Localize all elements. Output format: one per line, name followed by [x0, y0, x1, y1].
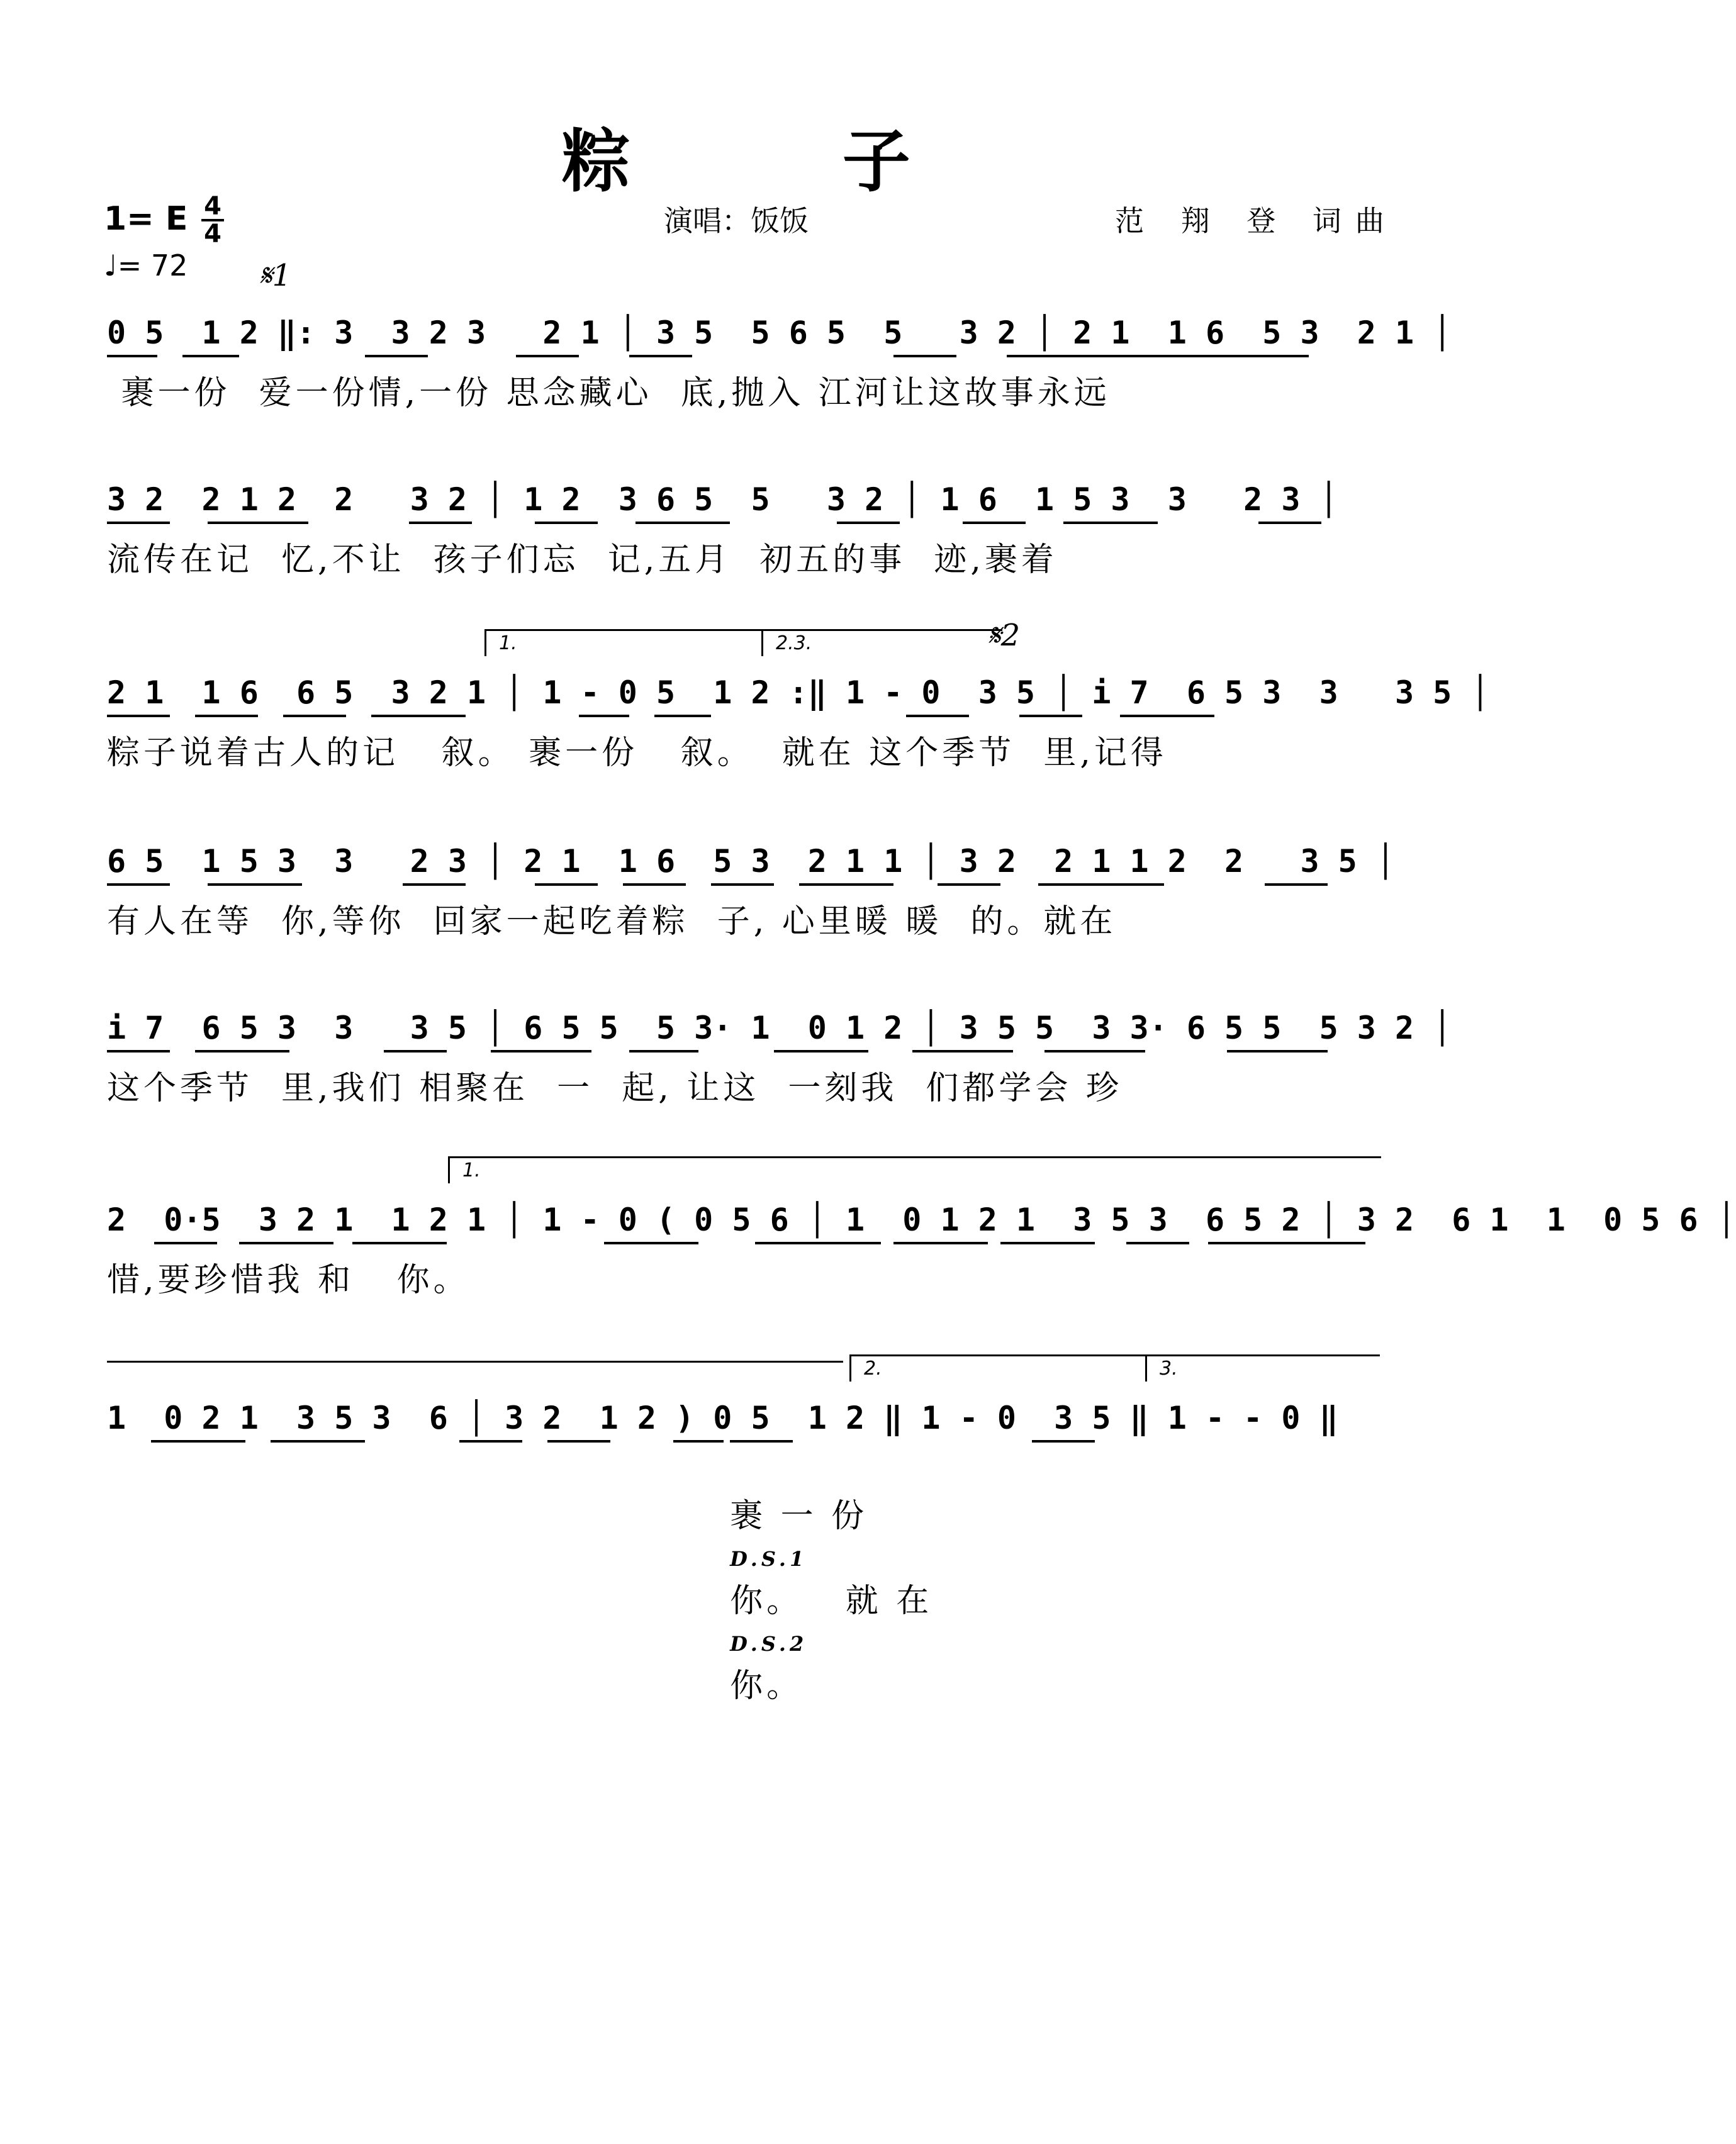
- beam: [352, 1242, 447, 1244]
- beam: [1000, 1242, 1095, 1244]
- staff-system-4: [0, 843, 1472, 1000]
- beam: [1032, 1440, 1095, 1443]
- tail-lyric-b: 你。 就 在: [730, 1582, 933, 1620]
- beam: [107, 1050, 170, 1052]
- notes-line-1: 0 5 1 2 ‖: 3 3 2 3 2 1 │ 3 5 5 6 5 5 3 2 │ 2 1 1 6 5 3 2 1 │: [107, 315, 1452, 351]
- beam: [208, 522, 308, 524]
- notes-line-3: 2 1 1 6 6 5 3 2 1 │ 1 - 0 5 1 2 :‖ 1 - 0 3 5 │ i 7 6 5 3 3 3 5 │: [107, 674, 1490, 711]
- tempo-marking: ♩= 72: [104, 248, 188, 282]
- beam: [1044, 1050, 1145, 1052]
- beam: [107, 883, 170, 886]
- beam: [365, 355, 428, 357]
- beam: [1126, 1242, 1189, 1244]
- beam: [208, 883, 302, 886]
- notes-line-7: 1 0 2 1 3 5 3 6 │ 3 2 1 2 ) 0 5 1 2 ‖ 1 - 0 3 5 ‖ 1 - - 0 ‖: [107, 1400, 1338, 1436]
- composer-credit: 范 翔 登 词曲: [1115, 204, 1398, 238]
- volta-bracket-1: 1.: [484, 629, 770, 656]
- lyrics-line-5: 这个季节 里,我们 相聚在 一 起, 让这 一刻我 们都学会 珍: [107, 1069, 1123, 1107]
- beam: [491, 1050, 591, 1052]
- beam: [283, 715, 346, 717]
- beam: [403, 883, 466, 886]
- beam: [384, 1050, 447, 1052]
- beam: [604, 1242, 698, 1244]
- lyrics-line-6: 惜,要珍惜我 和 你。: [107, 1261, 470, 1299]
- beam: [154, 1242, 217, 1244]
- staff-system-3: [0, 618, 1490, 832]
- beam: [629, 355, 692, 357]
- volta-bracket-2-3: 2.3.: [761, 629, 1002, 656]
- beam: [182, 355, 239, 357]
- volta-bracket-2b: 2.: [849, 1354, 1147, 1382]
- beam: [906, 715, 969, 717]
- beam: [107, 522, 170, 524]
- beam: [579, 715, 629, 717]
- beam: [535, 883, 598, 886]
- lyrics-line-4: 有人在等 你,等你 回家一起吃着粽 子, 心里暖 暖 的。就在: [107, 903, 1117, 941]
- lyrics-line-2: 流传在记 忆,不让 孩子们忘 记,五月 初五的事 迹,裹着: [107, 541, 1058, 579]
- title: 粽 子: [562, 122, 1005, 201]
- beam: [1038, 883, 1164, 886]
- beam: [1063, 522, 1158, 524]
- tail-lyric-c: 你。: [730, 1667, 804, 1705]
- time-signature: [200, 194, 225, 247]
- beam: [629, 1050, 698, 1052]
- volta-bracket-1b: 1.: [448, 1156, 1381, 1183]
- beam: [755, 1242, 881, 1244]
- beam: [893, 355, 956, 357]
- beam: [636, 522, 730, 524]
- beam: [912, 1050, 1013, 1052]
- beam: [535, 522, 598, 524]
- beam: [516, 355, 579, 357]
- notes-line-4: 6 5 1 5 3 3 2 3 │ 2 1 1 6 5 3 2 1 1 │ 3 2 2 1 1 2 2 3 5 │: [107, 843, 1395, 879]
- ds2-marking: D.S.2: [730, 1632, 808, 1656]
- beam: [195, 715, 258, 717]
- beam: [371, 715, 466, 717]
- beam: [711, 883, 774, 886]
- beam: [654, 715, 711, 717]
- beam: [938, 883, 1000, 886]
- beam: [1227, 1050, 1328, 1052]
- beam: [1271, 1242, 1365, 1244]
- segno-2-sign: 𝄋2: [988, 618, 1021, 653]
- beam: [963, 522, 1026, 524]
- staff-system-2: [0, 481, 1472, 639]
- tail-lyric-a: 裹 一 份: [730, 1497, 868, 1535]
- beam: [1258, 522, 1321, 524]
- beam: [409, 522, 472, 524]
- key-signature: 1= E: [104, 200, 188, 238]
- beam: [271, 1440, 365, 1443]
- beam: [151, 1440, 245, 1443]
- beam: [1208, 1242, 1271, 1244]
- beam: [1007, 355, 1309, 357]
- beam: [774, 1050, 868, 1052]
- staff-system-5: [0, 1010, 1472, 1167]
- time-signature-bottom: 4: [204, 220, 221, 248]
- time-signature-top: 4: [204, 192, 221, 221]
- notes-line-2: 3 2 2 1 2 2 3 2 │ 1 2 3 6 5 5 3 2 │ 1 6 1 5 3 3 2 3 │: [107, 481, 1338, 518]
- beam: [1265, 883, 1328, 886]
- notes-line-6: 2 0·5 3 2 1 1 2 1 │ 1 - 0 ( 0 5 6 │ 1 0 1 2 1 3 5 3 6 5 2 │ 3 2 6 1 1 0 5 6 │: [107, 1202, 1736, 1238]
- volta-bracket-3: 3.: [1145, 1354, 1380, 1382]
- lyrics-line-7: [673, 1451, 1365, 1744]
- volta-continuation-line: [107, 1361, 843, 1363]
- beam: [239, 1242, 333, 1244]
- singer-credit: 演唱：饭饭: [664, 204, 809, 238]
- beam: [107, 355, 157, 357]
- segno-1-sign: 𝄋1: [259, 258, 292, 293]
- ds1-marking: D.S.1: [730, 1547, 808, 1571]
- beam: [107, 715, 170, 717]
- staff-system-7: [0, 1358, 1472, 1705]
- beam: [1120, 715, 1214, 717]
- beam: [893, 1242, 988, 1244]
- staff-system-6: [0, 1159, 1736, 1359]
- lyrics-line-3: 粽子说着古人的记 叙。 裹一份 叙。 就在 这个季节 里,记得: [107, 734, 1167, 772]
- notes-line-5: i 7 6 5 3 3 3 5 │ 6 5 5 5 3· 1 0 1 2 │ 3 5 5 3 3· 6 5 5 5 3 2 │: [107, 1010, 1452, 1046]
- beam: [459, 1440, 522, 1443]
- beam: [673, 1440, 724, 1443]
- beam: [799, 883, 893, 886]
- beam: [547, 1440, 610, 1443]
- beam: [623, 883, 686, 886]
- beam: [837, 522, 900, 524]
- beam: [195, 1050, 289, 1052]
- beam: [1019, 715, 1082, 717]
- beam: [730, 1440, 793, 1443]
- lyrics-line-1: 裹一份 爱一份情,一份 思念藏心 底,抛入 江河让这故事永远: [107, 374, 1111, 412]
